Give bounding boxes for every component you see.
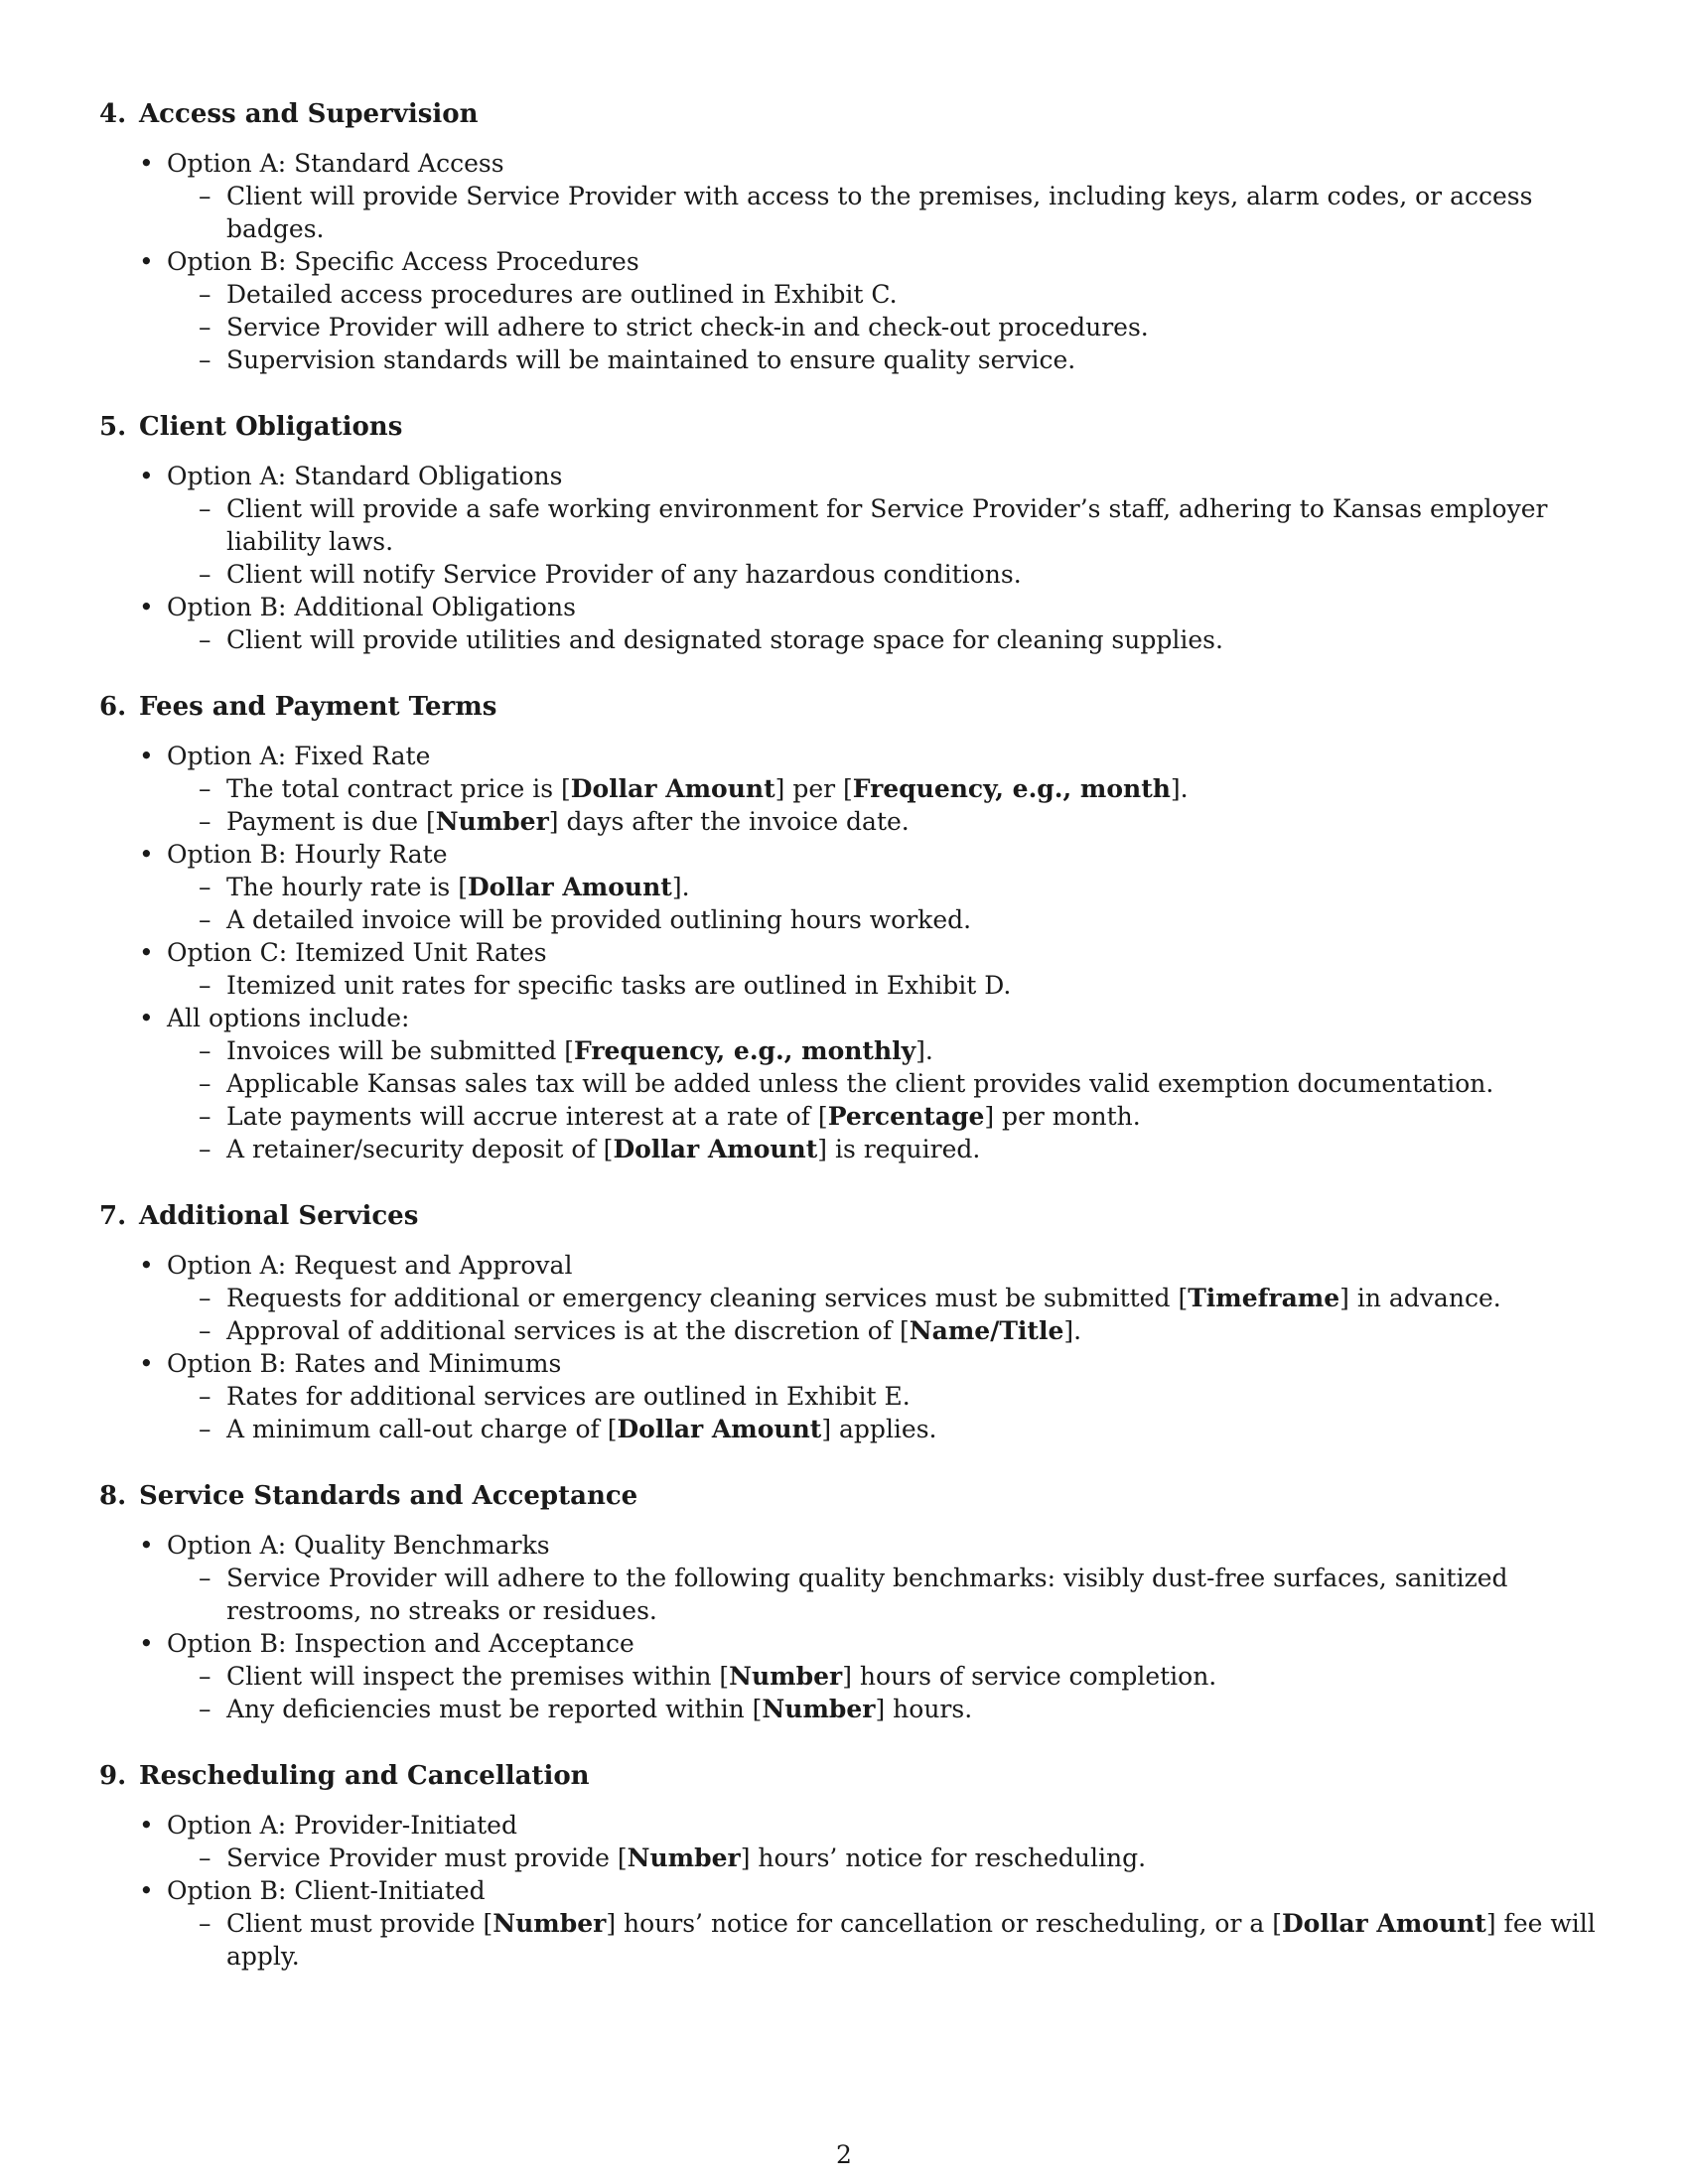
subitem: [167, 1282, 1599, 1314]
subitem-list: [167, 969, 1599, 1002]
subitem: [167, 311, 1599, 343]
placeholder-field: Frequency, e.g., monthly: [574, 1036, 916, 1065]
subitem: [167, 1562, 1599, 1627]
subitem: [167, 1413, 1599, 1445]
section: [99, 97, 1599, 376]
subitem-text: ].: [671, 873, 690, 901]
subitem-text: ] per [: [774, 774, 853, 803]
subitem: [167, 1907, 1599, 1973]
subitem: [167, 180, 1599, 245]
section-number: 6.: [99, 692, 127, 722]
subitem-text: ] fee will apply.: [226, 1909, 1596, 1971]
option-item: [99, 591, 1599, 656]
option-label: Option A: Standard Obligations: [167, 462, 563, 490]
section-number: 4.: [99, 99, 127, 129]
section-heading: [99, 97, 1599, 131]
section: [99, 1199, 1599, 1445]
subitem: [167, 623, 1599, 656]
section-number: 7.: [99, 1201, 127, 1231]
subitem: [167, 343, 1599, 376]
subitem-text: Service Provider will adhere to strict check-in and check-out procedures.: [226, 313, 1149, 341]
subitem-text: Rates for additional services are outlined in Exhibit E.: [226, 1382, 911, 1411]
option-item: [99, 1874, 1599, 1973]
section-title: Rescheduling and Cancellation: [139, 1761, 590, 1791]
option-item: [99, 1627, 1599, 1725]
placeholder-field: Number: [627, 1843, 741, 1872]
placeholder-field: Number: [762, 1695, 876, 1723]
subitem-text: Requests for additional or emergency cleaning services must be submitted [: [226, 1284, 1189, 1312]
option-list: [99, 460, 1599, 656]
subitem: [167, 1067, 1599, 1100]
subitem-text: Any deficiencies must be reported within [: [226, 1695, 763, 1723]
subitem-text: Payment is due [: [226, 807, 436, 836]
section-heading: [99, 1199, 1599, 1233]
subitem-text: Service Provider must provide [: [226, 1843, 628, 1872]
subitem: [167, 903, 1599, 936]
option-label: Option B: Specific Access Procedures: [167, 247, 639, 276]
subitem: [167, 969, 1599, 1002]
option-label: Option B: Client-Initiated: [167, 1876, 486, 1905]
subitem-text: ] is required.: [817, 1135, 981, 1163]
subitem-text: The total contract price is [: [226, 774, 571, 803]
option-label: Option B: Additional Obligations: [167, 593, 576, 621]
subitem-text: ].: [915, 1036, 933, 1065]
option-item: [99, 838, 1599, 936]
option-item: [99, 740, 1599, 838]
section-heading: [99, 1759, 1599, 1793]
subitem: [167, 1842, 1599, 1874]
section-number: 5.: [99, 412, 127, 442]
subitem-text: ] per month.: [984, 1102, 1141, 1131]
placeholder-field: Number: [435, 807, 549, 836]
subitem-text: Client must provide [: [226, 1909, 493, 1938]
subitem-text: ].: [1170, 774, 1189, 803]
subitem-list: [167, 1380, 1599, 1445]
placeholder-field: Dollar Amount: [617, 1415, 822, 1443]
section-number: 8.: [99, 1481, 127, 1511]
section-title: Service Standards and Acceptance: [139, 1481, 638, 1511]
option-item: [99, 245, 1599, 376]
placeholder-field: Name/Title: [909, 1316, 1064, 1345]
option-item: [99, 936, 1599, 1002]
subitem: [167, 1660, 1599, 1693]
option-item: [99, 1347, 1599, 1445]
option-list: [99, 147, 1599, 376]
subitem-text: Client will provide utilities and designated storage space for cleaning supplies.: [226, 625, 1223, 654]
subitem: [167, 1034, 1599, 1067]
option-label: Option B: Hourly Rate: [167, 840, 448, 869]
placeholder-field: Dollar Amount: [1282, 1909, 1486, 1938]
option-item: [99, 1809, 1599, 1874]
subitem-text: The hourly rate is [: [226, 873, 468, 901]
section-heading: [99, 690, 1599, 724]
section: [99, 410, 1599, 656]
subitem-text: Invoices will be submitted [: [226, 1036, 575, 1065]
option-item: [99, 1002, 1599, 1165]
placeholder-field: Dollar Amount: [570, 774, 775, 803]
subitem-list: [167, 278, 1599, 376]
placeholder-field: Timeframe: [1188, 1284, 1340, 1312]
subitem-text: Detailed access procedures are outlined in Exhibit C.: [226, 280, 898, 309]
placeholder-field: Dollar Amount: [467, 873, 672, 901]
option-list: [99, 1809, 1599, 1973]
section-title: Client Obligations: [139, 412, 403, 442]
subitem-text: ] hours’ notice for rescheduling.: [740, 1843, 1147, 1872]
subitem: [167, 1100, 1599, 1133]
section-title: Fees and Payment Terms: [139, 692, 497, 722]
subitem: [167, 278, 1599, 311]
subitem-text: ].: [1063, 1316, 1082, 1345]
option-label: Option A: Provider-Initiated: [167, 1811, 517, 1840]
subitem-text: Approval of additional services is at the discretion of [: [226, 1316, 910, 1345]
document-body: [99, 97, 1599, 2006]
option-item: [99, 147, 1599, 245]
subitem-text: Client will provide a safe working environment for Service Provider’s staff, adhering to Kansas employer liability laws.: [226, 494, 1548, 556]
section-title: Additional Services: [139, 1201, 419, 1231]
subitem: [167, 1133, 1599, 1165]
subitem-text: ] in advance.: [1339, 1284, 1501, 1312]
subitem-text: ] hours.: [875, 1695, 973, 1723]
subitem-list: [167, 1907, 1599, 1973]
subitem-text: Itemized unit rates for specific tasks are outlined in Exhibit D.: [226, 971, 1012, 1000]
subitem-text: Service Provider will adhere to the following quality benchmarks: visibly dust-free surfaces, sanitized restrooms, no streaks or residues.: [226, 1564, 1508, 1625]
subitem: [167, 1693, 1599, 1725]
subitem-list: [167, 1660, 1599, 1725]
subitem-text: ] applies.: [821, 1415, 937, 1443]
placeholder-field: Number: [729, 1662, 843, 1691]
subitem-list: [167, 1282, 1599, 1347]
subitem-list: [167, 772, 1599, 838]
section-title: Access and Supervision: [139, 99, 479, 129]
option-label: Option C: Itemized Unit Rates: [167, 938, 547, 967]
subitem: [167, 1314, 1599, 1347]
subitem-text: ] hours of service completion.: [842, 1662, 1217, 1691]
placeholder-field: Dollar Amount: [613, 1135, 818, 1163]
section: [99, 1479, 1599, 1725]
option-label: All options include:: [167, 1004, 410, 1032]
placeholder-field: Frequency, e.g., month: [852, 774, 1171, 803]
subitem-text: Client will inspect the premises within [: [226, 1662, 730, 1691]
subitem-text: ] days after the invoice date.: [548, 807, 910, 836]
page-number: 2: [836, 2140, 852, 2169]
subitem-list: [167, 623, 1599, 656]
subitem-list: [167, 180, 1599, 245]
section-number: 9.: [99, 1761, 127, 1791]
option-label: Option A: Quality Benchmarks: [167, 1531, 550, 1560]
section: [99, 690, 1599, 1165]
option-item: [99, 1529, 1599, 1627]
subitem-text: Applicable Kansas sales tax will be added unless the client provides valid exemption documentation.: [226, 1069, 1494, 1098]
subitem-list: [167, 492, 1599, 591]
subitem-text: A retainer/security deposit of [: [226, 1135, 614, 1163]
subitem-text: Client will provide Service Provider with access to the premises, including keys, alarm codes, or access badges.: [226, 182, 1533, 243]
subitem-list: [167, 1842, 1599, 1874]
placeholder-field: Number: [492, 1909, 607, 1938]
subitem-text: ] hours’ notice for cancellation or rescheduling, or a [: [606, 1909, 1282, 1938]
option-list: [99, 1249, 1599, 1445]
option-list: [99, 1529, 1599, 1725]
option-label: Option B: Inspection and Acceptance: [167, 1629, 634, 1658]
subitem: [167, 492, 1599, 558]
subitem: [167, 805, 1599, 838]
subitem-text: Supervision standards will be maintained to ensure quality service.: [226, 345, 1076, 374]
subitem-text: Client will notify Service Provider of any hazardous conditions.: [226, 560, 1022, 589]
placeholder-field: Percentage: [827, 1102, 985, 1131]
option-label: Option A: Fixed Rate: [167, 742, 431, 770]
section-heading: [99, 1479, 1599, 1513]
subitem-text: A detailed invoice will be provided outlining hours worked.: [226, 905, 972, 934]
subitem: [167, 772, 1599, 805]
option-label: Option A: Request and Approval: [167, 1251, 573, 1280]
subitem: [167, 1380, 1599, 1413]
subitem-text: A minimum call-out charge of [: [226, 1415, 618, 1443]
subitem-list: [167, 1034, 1599, 1165]
subitem-list: [167, 871, 1599, 936]
option-label: Option A: Standard Access: [167, 149, 504, 178]
option-list: [99, 740, 1599, 1165]
option-item: [99, 460, 1599, 591]
subitem: [167, 871, 1599, 903]
section-heading: [99, 410, 1599, 444]
option-label: Option B: Rates and Minimums: [167, 1349, 562, 1378]
subitem-text: Late payments will accrue interest at a rate of [: [226, 1102, 828, 1131]
subitem-list: [167, 1562, 1599, 1627]
option-item: [99, 1249, 1599, 1347]
subitem: [167, 558, 1599, 591]
section: [99, 1759, 1599, 1973]
